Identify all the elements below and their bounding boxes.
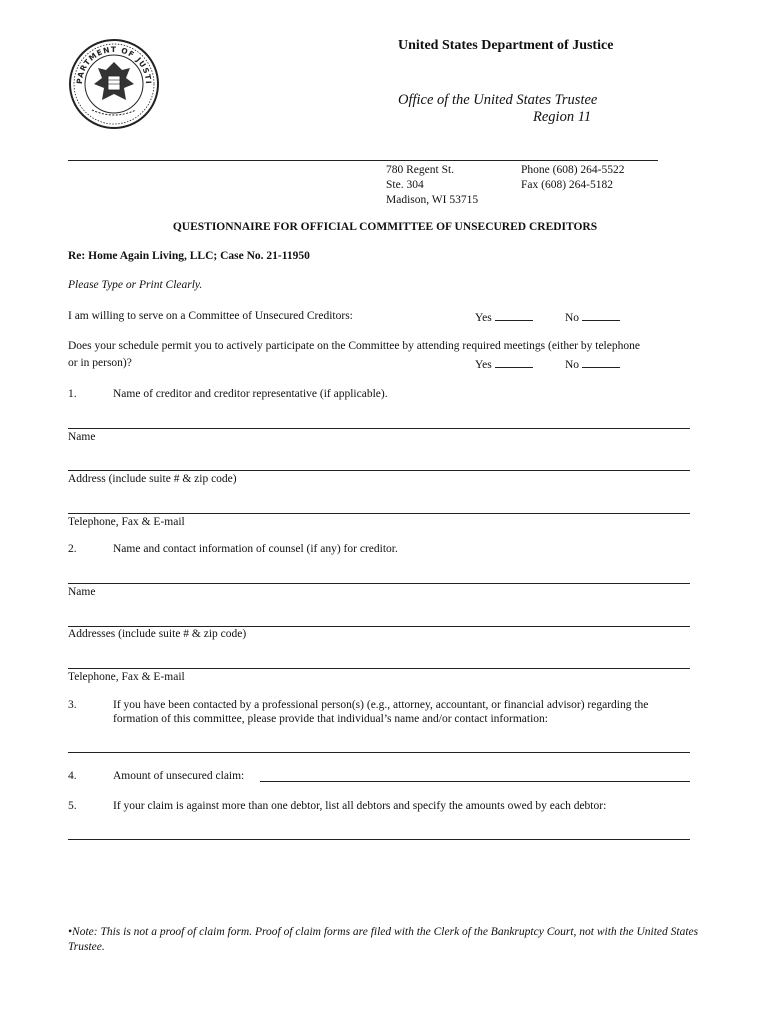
no-label: No	[565, 359, 580, 371]
q2-number: 2.	[68, 543, 77, 555]
doj-seal-logo	[68, 38, 160, 130]
q2-name-label: Name	[68, 586, 96, 598]
q3-answer-field[interactable]	[68, 752, 690, 753]
q1-contact-label: Telephone, Fax & E-mail	[68, 516, 185, 528]
office-address	[386, 163, 478, 208]
q1-address-field[interactable]	[68, 470, 690, 471]
case-reference	[68, 250, 310, 262]
q2-address-label: Addresses (include suite # & zip code)	[68, 628, 247, 640]
phone-number: Phone (608) 264-5522	[521, 164, 625, 176]
q1-text: Name of creditor and creditor representative (if applicable).	[113, 388, 388, 400]
schedule-no-field[interactable]	[582, 356, 620, 368]
q5-answer-field[interactable]	[68, 839, 690, 840]
q2-contact-label: Telephone, Fax & E-mail	[68, 671, 185, 683]
q5-text: If your claim is against more than one debtor, list all debtors and specify the amounts owed by each debtor:	[113, 800, 607, 812]
instructions: Please Type or Print Clearly.	[68, 279, 203, 291]
yes-label: Yes	[475, 312, 492, 324]
q3-text-line2: formation of this committee, please provide that individual’s name and/or contact information:	[113, 713, 548, 725]
q4-number: 4.	[68, 770, 77, 782]
q2-name-field[interactable]	[68, 583, 690, 584]
re-label: Re	[68, 250, 82, 262]
yes-label: Yes	[475, 359, 492, 371]
q2-text: Name and contact information of counsel (if any) for creditor.	[113, 543, 398, 555]
region-title: Region 11	[533, 109, 592, 125]
address-line: 780 Regent St.	[386, 164, 455, 176]
q1-contact-field[interactable]	[68, 513, 690, 514]
willing-no-field[interactable]	[582, 309, 620, 321]
q1-name-field[interactable]	[68, 428, 690, 429]
schedule-yes	[475, 356, 533, 373]
address-line: Madison, WI 53715	[386, 194, 479, 206]
q3-text-line1: If you have been contacted by a professional person(s) (e.g., attorney, accountant, or financial advisor) regarding the	[113, 699, 649, 711]
q1-address-label: Address (include suite # & zip code)	[68, 473, 237, 485]
q2-contact-field[interactable]	[68, 668, 690, 669]
schedule-yes-field[interactable]	[495, 356, 533, 368]
form-title: QUESTIONNAIRE FOR OFFICIAL COMMITTEE OF UNSECURED CREDITORS	[172, 221, 598, 233]
address-line: Ste. 304	[386, 179, 424, 191]
q3-number: 3.	[68, 699, 77, 711]
fax-number: Fax (608) 264-5182	[521, 179, 613, 191]
case-text: : Home Again Living, LLC; Case No. 21-11950	[81, 250, 310, 262]
q5-number: 5.	[68, 800, 77, 812]
q1-number: 1.	[68, 388, 77, 400]
no-label: No	[565, 312, 580, 324]
willing-no	[565, 309, 620, 326]
willing-yes	[475, 309, 533, 326]
willing-question: I am willing to serve on a Committee of Unsecured Creditors:	[68, 310, 353, 322]
schedule-question-line2: or in person)?	[68, 357, 132, 369]
office-title: Office of the United States Trustee	[398, 92, 598, 108]
svg-text:DEPARTMENT OF JUSTICE: PARTMENT OF JUSTI	[74, 44, 154, 85]
footnote: •Note: This is not a proof of claim form. Proof of claim forms are filed with the Clerk of the Bankruptcy Court, not with the United States Trustee.	[68, 926, 699, 953]
schedule-no	[565, 356, 620, 373]
office-contact	[521, 163, 625, 193]
q1-name-label: Name	[68, 431, 96, 443]
q4-amount-field[interactable]	[260, 781, 690, 782]
header-divider	[68, 160, 658, 161]
q4-text: Amount of unsecured claim:	[113, 770, 245, 782]
department-title: United States Department of Justice	[398, 38, 614, 53]
willing-yes-field[interactable]	[495, 309, 533, 321]
schedule-question-line1: Does your schedule permit you to actively participate on the Committee by attending required meetings (either by telephone	[68, 340, 640, 352]
